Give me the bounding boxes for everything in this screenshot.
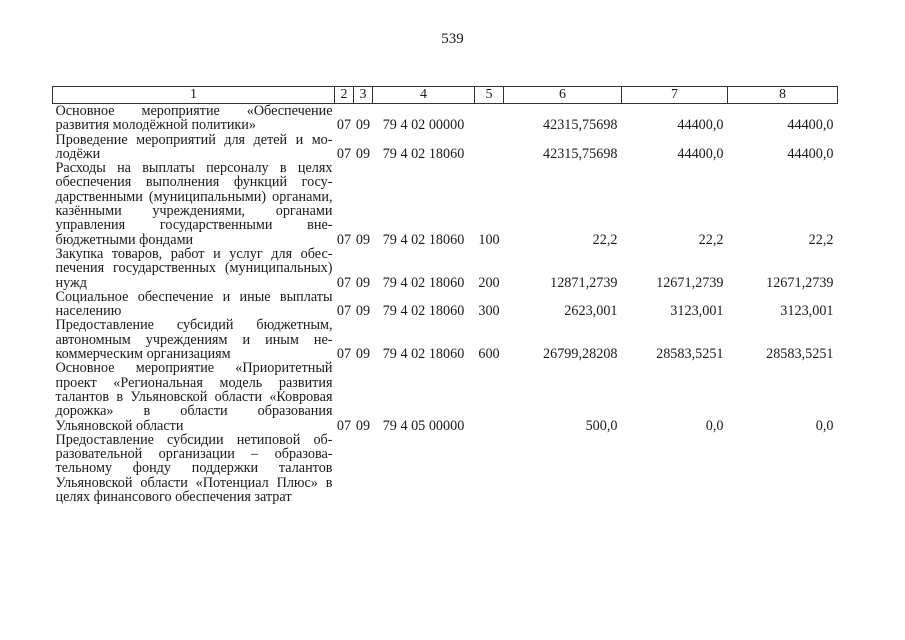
- row-target-article: 79 4 02 18060: [382, 274, 465, 291]
- row-expense-type: [475, 361, 504, 432]
- row-value-col7: 0,0: [705, 417, 724, 434]
- row-expense-type: 600: [478, 346, 500, 363]
- row-target-article: 79 4 05 00000: [382, 417, 465, 434]
- column-header: 8: [728, 87, 838, 104]
- row-section: [335, 433, 354, 504]
- row-value-col6: [504, 433, 622, 504]
- column-header: 5: [475, 87, 504, 104]
- column-header: 4: [373, 87, 475, 104]
- row-subsection: 09: [355, 117, 371, 134]
- row-value-col6: 42315,75698: [543, 145, 618, 162]
- row-value-col7: 3123,001: [670, 303, 724, 320]
- row-value-col6: 12871,2739: [550, 274, 618, 291]
- row-value-col8: 44400,0: [787, 117, 834, 134]
- table-row: [53, 161, 838, 247]
- row-subsection: 09: [355, 303, 371, 320]
- row-value-col7: 44400,0: [677, 117, 724, 134]
- table-row: [53, 247, 838, 290]
- row-value-col6: 26799,28208: [543, 346, 618, 363]
- column-header: 1: [53, 87, 335, 104]
- row-target-article: 79 4 02 00000: [382, 117, 465, 134]
- row-subsection: 09: [355, 417, 371, 434]
- row-name: Проведение мероприятий для детей и молодёжи: [55, 131, 333, 162]
- column-header: 6: [504, 87, 622, 104]
- row-expense-type: 300: [478, 303, 500, 320]
- row-value-col6: 500,0: [585, 417, 618, 434]
- row-section: 07: [336, 145, 352, 162]
- page-number: 539: [441, 31, 464, 47]
- row-target-article: [373, 433, 475, 504]
- row-value-col8: 3123,001: [780, 303, 834, 320]
- row-name: Основное мероприятие «Приоритетный проект «Региональная модель развития талантов в Ульяновской области «Ковровая дорожка» в области образования Ульяновской области: [55, 360, 333, 434]
- row-section: 07: [336, 417, 352, 434]
- row-section: 07: [336, 274, 352, 291]
- row-section: 07: [336, 231, 352, 248]
- row-name: Предоставление субсидий бюджетным, автономным учреждениям и иным некоммерческим организациям: [55, 317, 333, 363]
- row-name: Социальное обеспечение и иные выплаты населению: [55, 288, 333, 320]
- column-header: 3: [354, 87, 373, 104]
- table-row: [53, 433, 838, 504]
- row-subsection: 09: [355, 231, 371, 248]
- table-row: [53, 133, 838, 162]
- row-value-col8: [728, 433, 838, 504]
- row-expense-type: [475, 433, 504, 504]
- row-value-col6: 2623,001: [564, 303, 618, 320]
- row-value-col7: 28583,5251: [656, 346, 724, 363]
- row-expense-type: [475, 104, 504, 133]
- column-header: 7: [622, 87, 728, 104]
- row-value-col8: 28583,5251: [766, 346, 834, 363]
- table-row: [53, 361, 838, 432]
- row-target-article: 79 4 02 18060: [382, 303, 465, 320]
- row-value-col8: 0,0: [815, 417, 834, 434]
- row-expense-type: 100: [478, 231, 500, 248]
- row-section: 07: [336, 346, 352, 363]
- table-row: [53, 318, 838, 361]
- row-section: 07: [336, 303, 352, 320]
- row-value-col8: 44400,0: [787, 145, 834, 162]
- row-name: Основное мероприятие «Обеспечение развития молодёжной политики»: [55, 103, 333, 134]
- row-target-article: 79 4 02 18060: [382, 346, 465, 363]
- row-value-col6: 22,2: [592, 231, 618, 248]
- row-value-col6: 42315,75698: [543, 117, 618, 134]
- row-name: Закупка товаров, работ и услуг для обеспечения государственных (муниципальных) нужд: [55, 245, 333, 291]
- row-subsection: [354, 433, 373, 504]
- row-value-col8: 12671,2739: [766, 274, 834, 291]
- row-target-article: 79 4 02 18060: [382, 145, 465, 162]
- row-subsection: 09: [355, 274, 371, 291]
- row-value-col7: [622, 433, 728, 504]
- row-target-article: 79 4 02 18060: [382, 231, 465, 248]
- row-value-col8: 22,2: [808, 231, 834, 248]
- row-value-col7: 44400,0: [677, 145, 724, 162]
- row-subsection: 09: [355, 346, 371, 363]
- row-subsection: 09: [355, 145, 371, 162]
- column-header: 2: [335, 87, 354, 104]
- budget-table: [52, 86, 838, 504]
- row-value-col7: 12671,2739: [656, 274, 724, 291]
- row-expense-type: 200: [478, 274, 500, 291]
- table-row: [53, 104, 838, 133]
- row-section: 07: [336, 117, 352, 134]
- table-row: [53, 290, 838, 319]
- row-value-col7: 22,2: [698, 231, 724, 248]
- row-name: Предоставление субсидии нетиповой образовательной организации – образовательному фонду поддержки талантов Ульяновской области «Потенциал Плюс» в целях финансового обеспечения затрат: [55, 431, 333, 506]
- row-name: Расходы на выплаты персоналу в целях обеспечения выполнения функций государственными (муниципальными) органами, казёнными учреждениями, органами управления государственными внебюджетными фондами: [55, 160, 333, 248]
- row-expense-type: [475, 133, 504, 162]
- table-header-row: [53, 87, 838, 104]
